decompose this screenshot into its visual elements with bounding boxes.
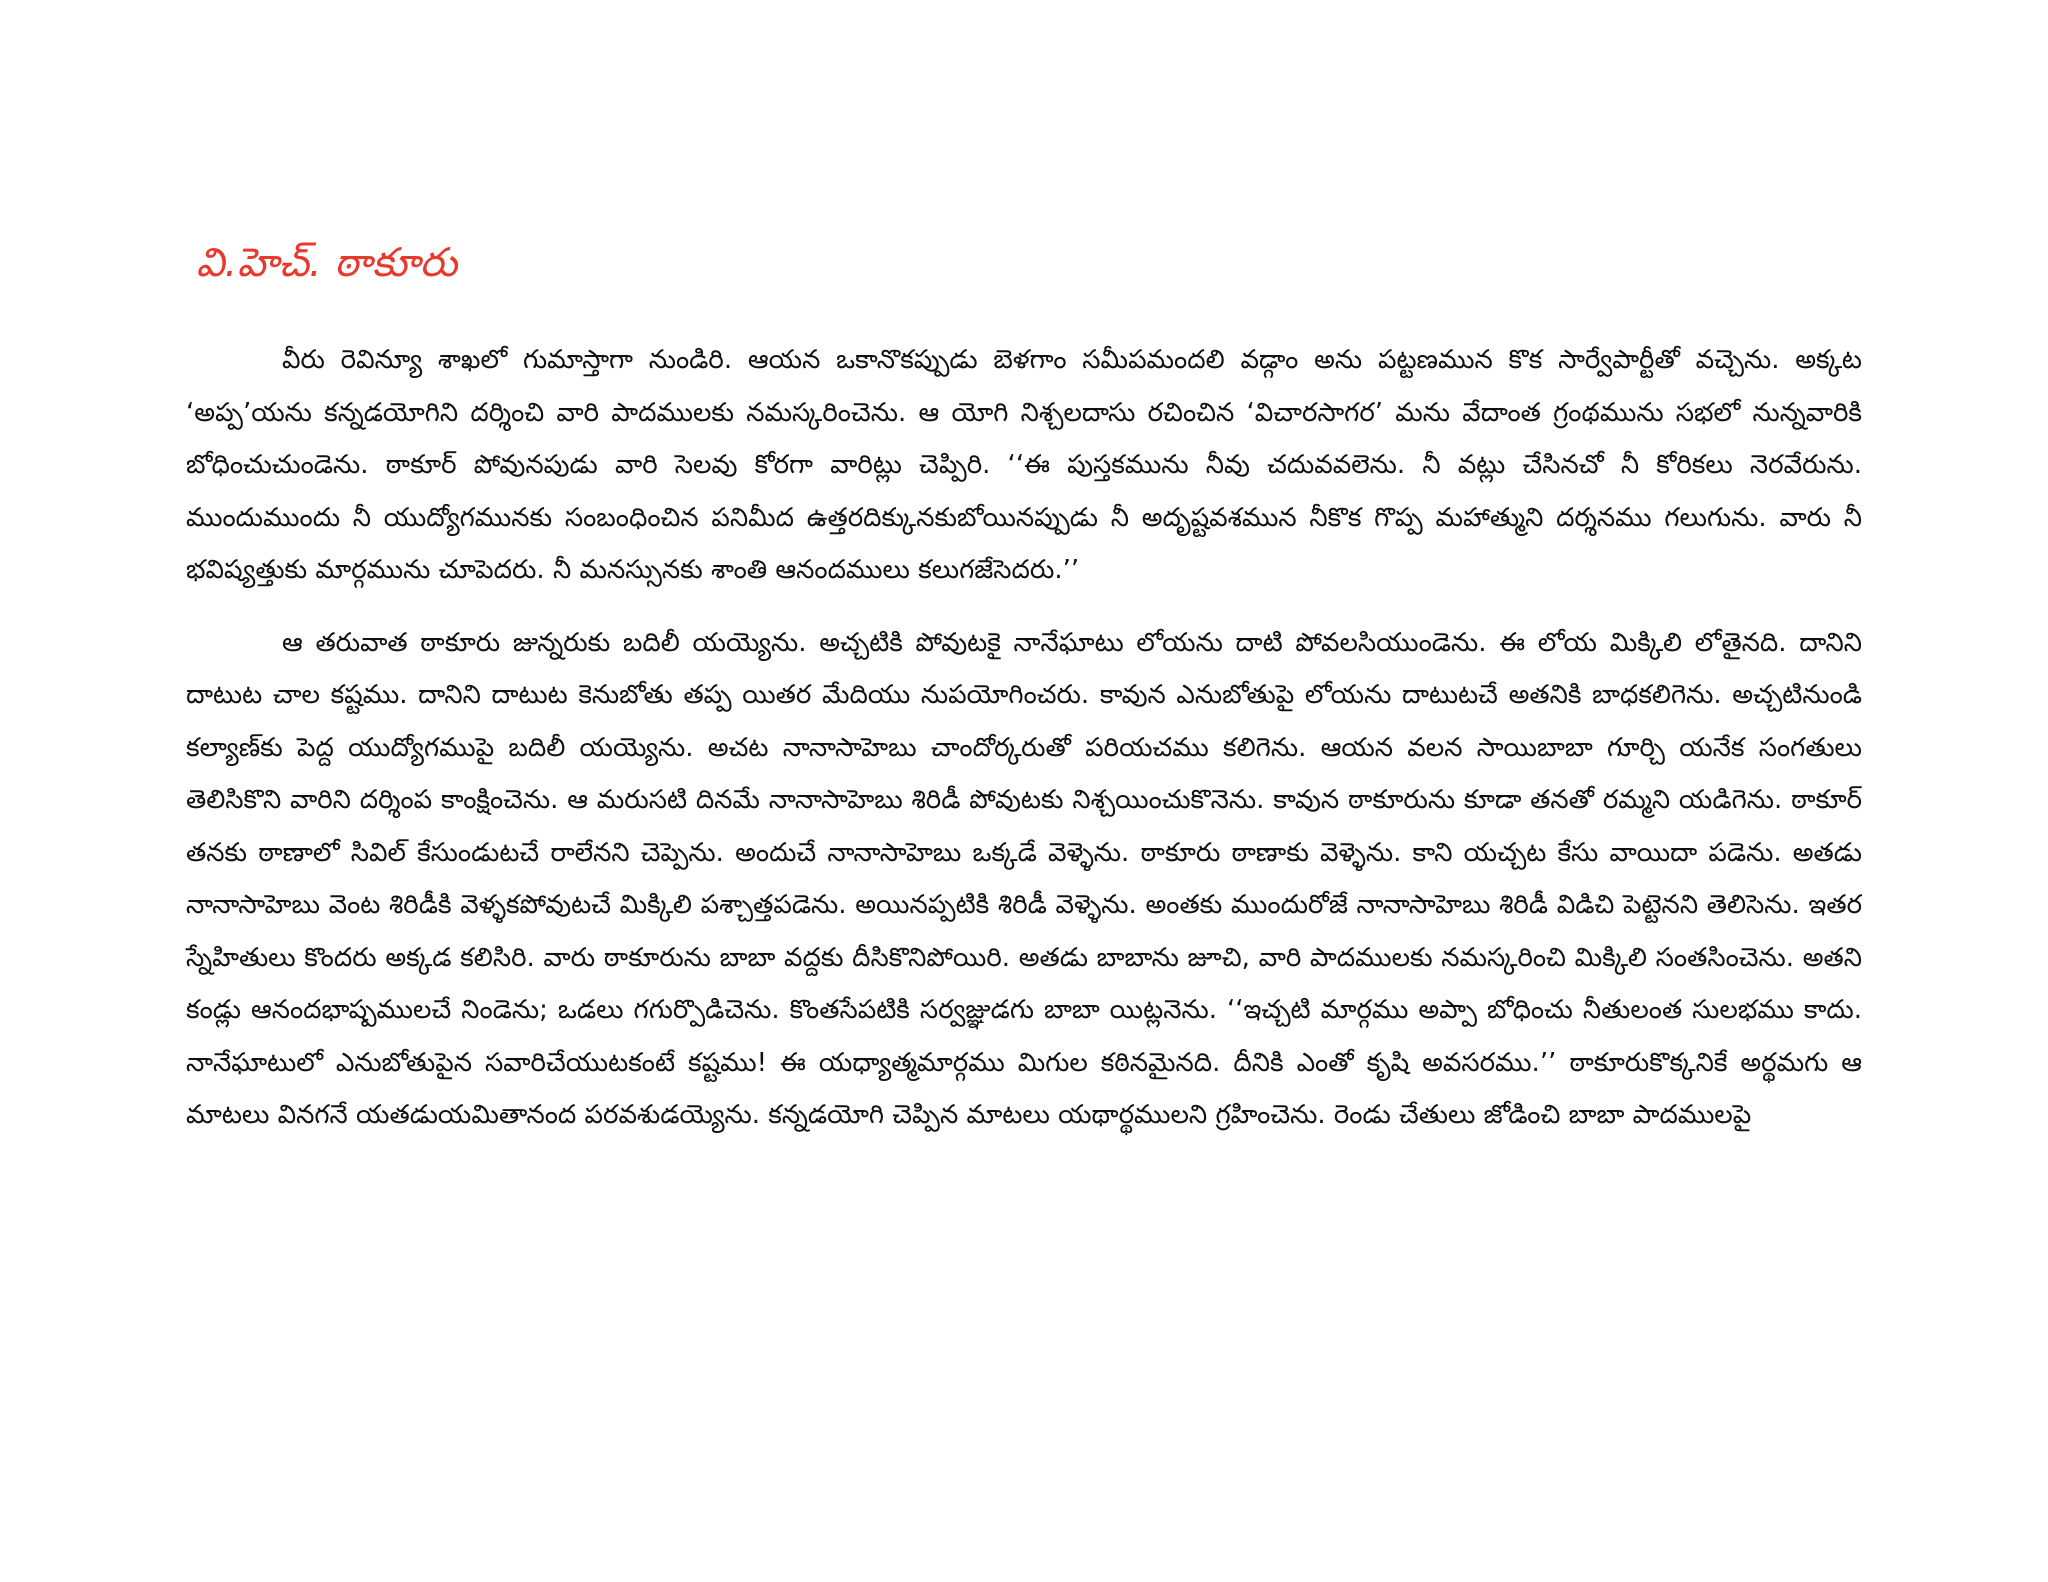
paragraph-2: ఆ తరువాత ఠాకూరు జున్నరుకు బదిలీ యయ్యెను. అచ్చటికి పోవుటకై నానేఘాటు లోయను దాటి పోవలసియుండెను. ఈ లోయ మిక్కిలి లోతైనది. దానిని దాటుట చాల కష్టము. దానిని దాటుట కెనుబోతు తప్ప యితర మేదియు నుపయోగించరు. కావున ఎనుబోతుపై లోయను దాటుటచే అతనికి బాధకలిగెను. అచ్చటినుండి కల్యాణ్‌కు పెద్ద యుద్యోగముపై బదిలీ యయ్యెను. అచట నానాసాహెబు చాందోర్కరుతో పరియచము కలిగెను. ఆయన వలన సాయిబాబా గూర్చి యనేక సంగతులు తెలిసికొని వారిని దర్శింప కాంక్షించెను. ఆ మరుసటి దినమే నానాసాహెబు శిరిడీ పోవుటకు నిశ్చయించుకొనెను. కావున ఠాకూరును కూడా తనతో రమ్మని యడిగెను. ఠాకూర్ తనకు ఠాణాలో సివిల్ కేసుండుటచే రాలేనని చెప్పెను. అందుచే నానాసాహెబు ఒక్కడే వెళ్ళెను. ఠాకూరు ఠాణాకు వెళ్ళెను. కాని యచ్చట కేసు వాయిదా పడెను. అతడు నానాసాహెబు వెంట శిరిడీకి వెళ్ళకపోవుటచే మిక్కిలి పశ్చాత్తపడెను. అయినప్పటికి శిరిడీ వెళ్ళెను. అంతకు ముందురోజే నానాసాహెబు శిరిడీ విడిచి పెట్టెనని తెలిసెను. ఇతర స్నేహితులు కొందరు అక్కడ కలిసిరి. వారు ఠాకూరును బాబా వద్దకు దీసికొనిపోయిరి. అతడు బాబాను జూచి, వారి పాదములకు నమస్కరించి మిక్కిలి సంతసించెను. అతని కండ్లు ఆనందభాష్పములచే నిండెను; ఒడలు గగుర్పొడిచెను. కొంతసేపటికి సర్వజ్ఞుడగు బాబా యిట్లనెను. ‘‘ఇచ్చటి మార్గము అప్పా బోధించు నీతులంత సులభము కాదు. నానేఘాటులో ఎనుబోతుపైన సవారిచేయుటకంటే కష్టము! ఈ యధ్యాత్మమార్గము మిగుల కఠినమైనది. దీనికి ఎంతో కృషి అవసరము.’’ ఠాకూరుకొక్కనికే అర్థమగు ఆ మాటలు వినగనే యతడుయమితానంద పరవశుడయ్యెను. కన్నడయోగి చెప్పిన మాటలు యథార్థములని గ్రహించెను. రెండు చేతులు జోడించి బాబా పాదములపై — [186, 627, 1862, 1130]
paragraph-1: వీరు రెవిన్యూ శాఖలో గుమాస్తాగా నుండిరి. ఆయన ఒకానొకప్పుడు బెళగాం సమీపమందలి వడ్గాం అను పట్టణమున కొక సార్వేపార్టీతో వచ్చెను. అక్కట ‘అప్ప’యను కన్నడయోగిని దర్శించి వారి పాదములకు నమస్కరించెను. ఆ యోగి నిశ్చలదాసు రచించిన ‘విచారసాగర’ మను వేదాంత గ్రంథమును సభలో నున్నవారికి బోధించుచుండెను. ఠాకూర్ పోవునపుడు వారి సెలవు కోరగా వారిట్లు చెప్పిరి. ‘‘ఈ పుస్తకమును నీవు చదువవలెను. నీ వట్లు చేసినచో నీ కోరికలు నెరవేరును. ముందుముందు నీ యుద్యోగమునకు సంబంధించిన పనిమీద ఉత్తరదిక్కునకుబోయినప్పుడు నీ అదృష్టవశమున నీకొక గొప్ప మహాత్ముని దర్శనము గలుగును. వారు నీ భవిష్యత్తుకు మార్గమును చూపెదరు. నీ మనస్సునకు శాంతి ఆనందములు కలుగజేసెదరు.’’ — [186, 345, 1862, 585]
body-text — [186, 334, 1862, 1142]
chapter-heading: వి.హెచ్. ఠాకూరు — [196, 240, 458, 286]
